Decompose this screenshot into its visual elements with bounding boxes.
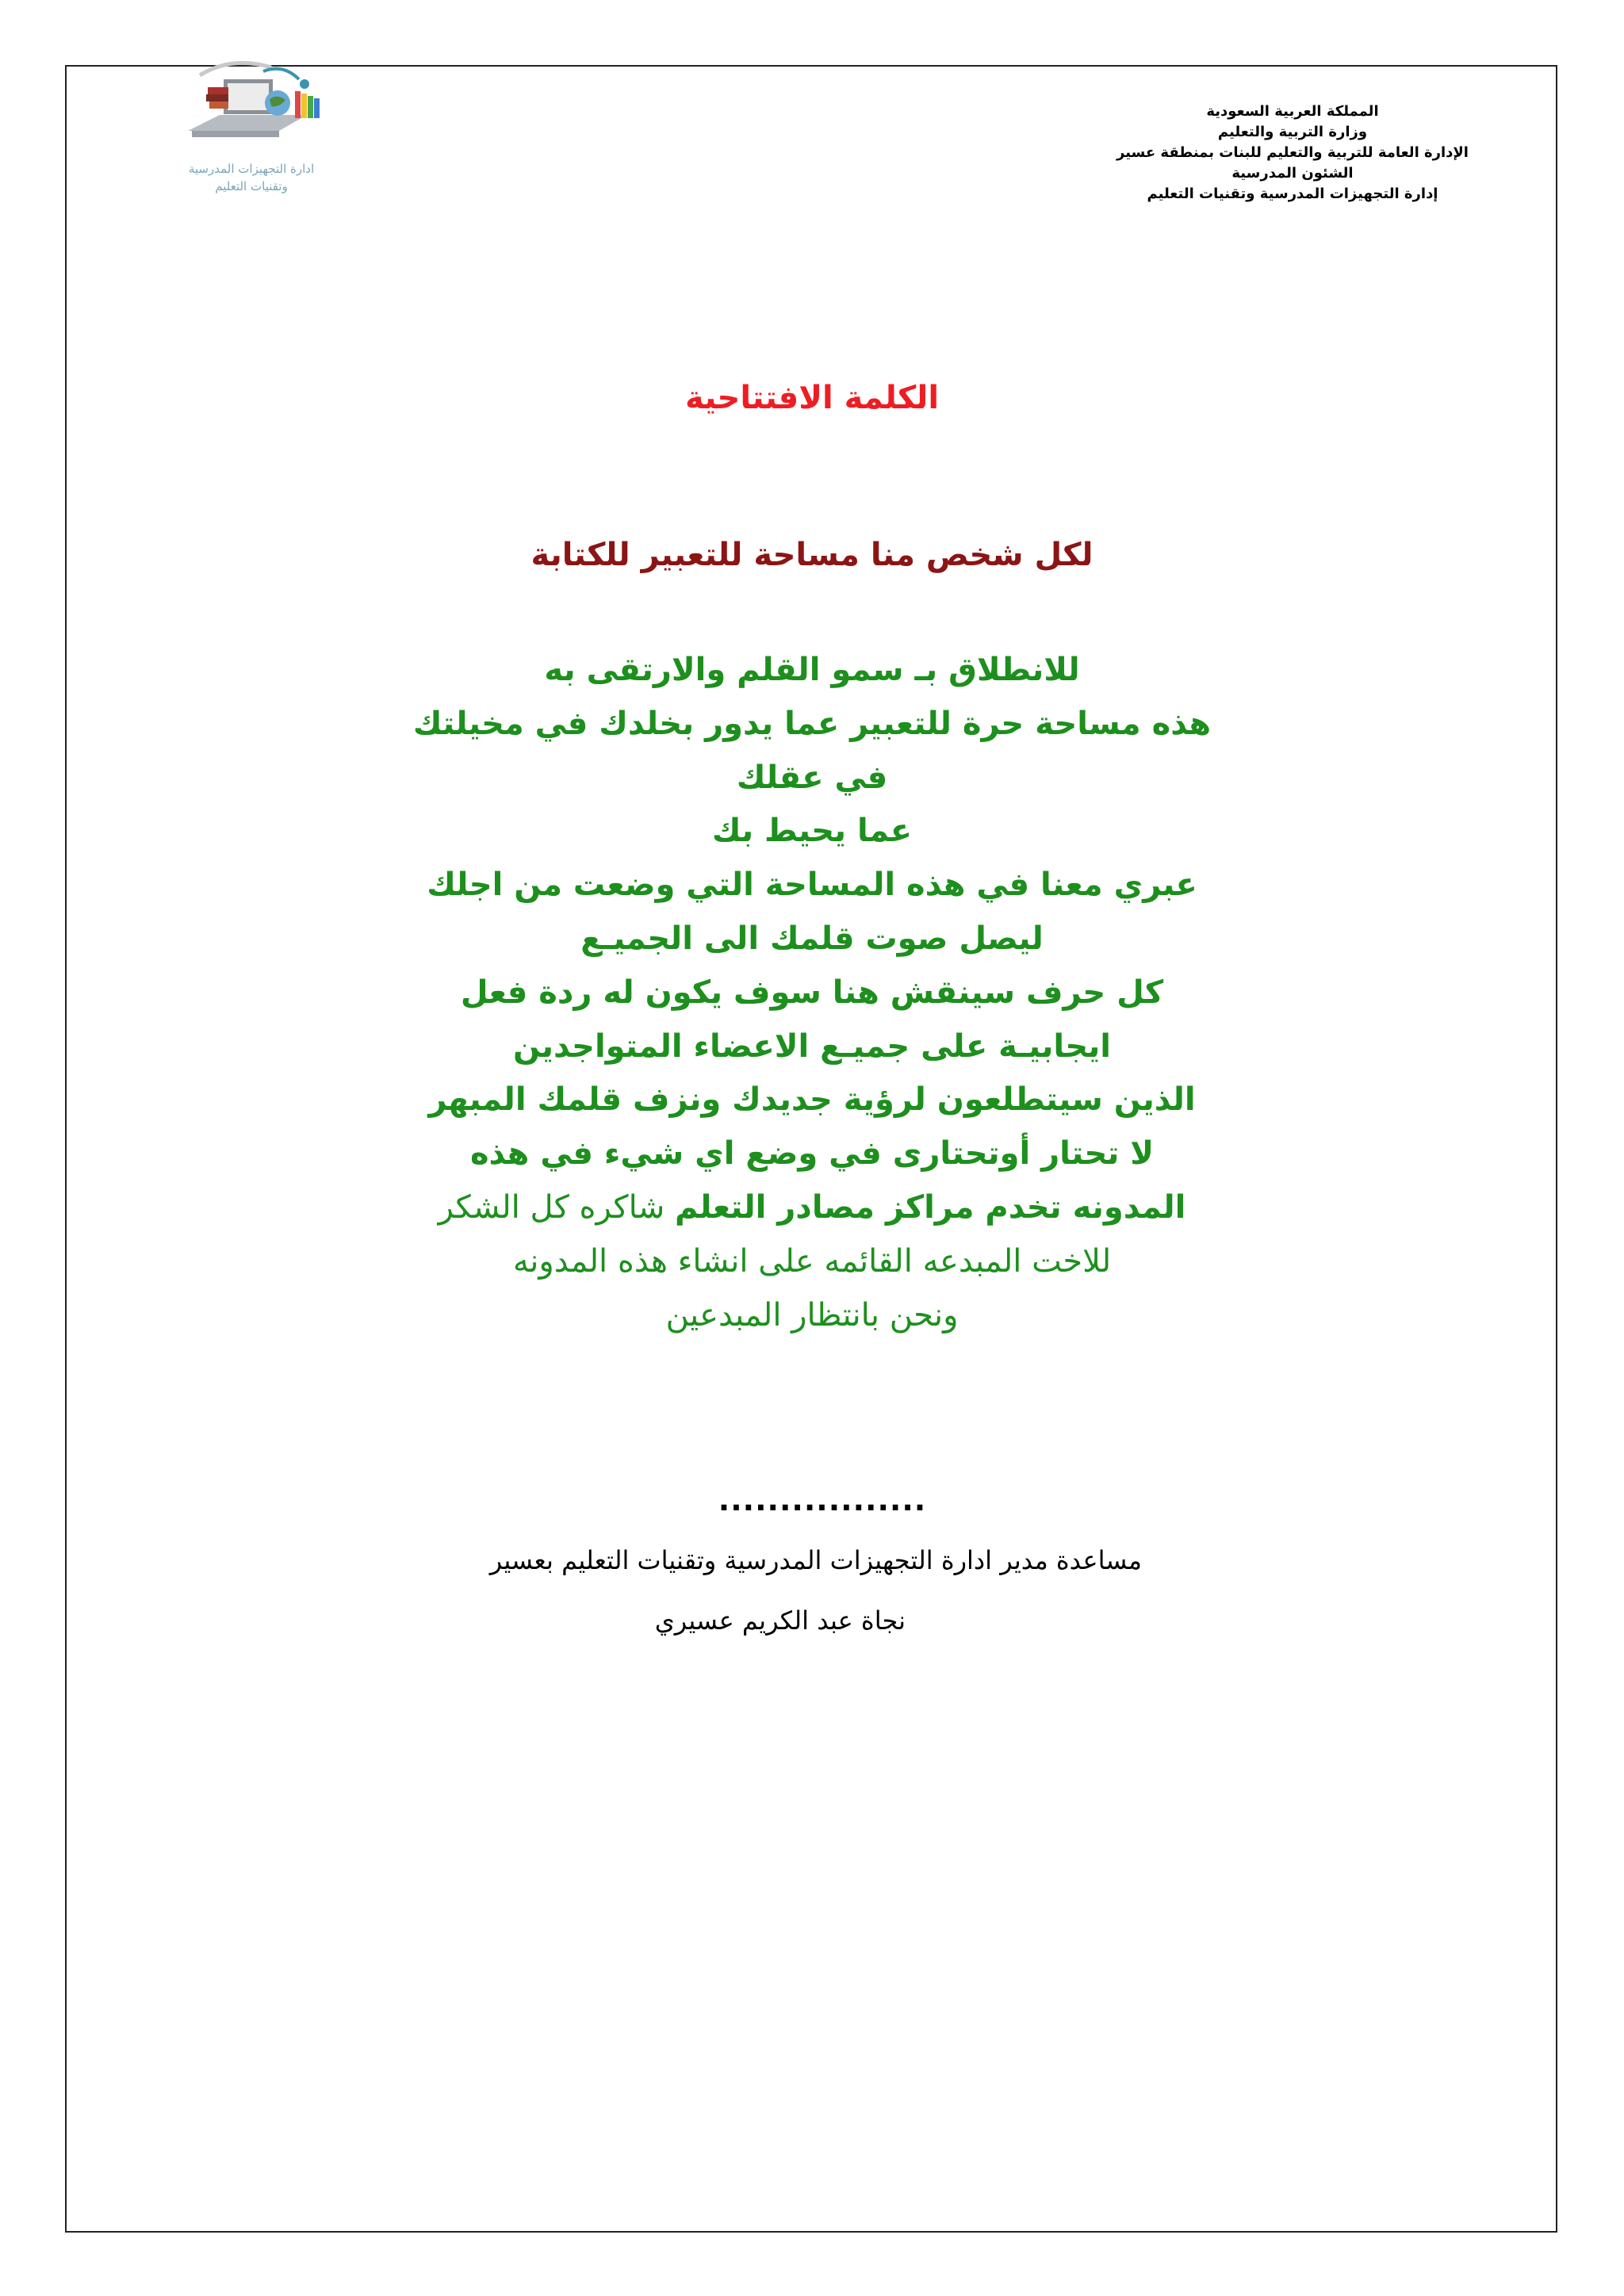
message-line: للاخت المبدعه القائمه على انشاء هذه المدونه (512, 1242, 1112, 1280)
message-line: عما يحيط بك (711, 813, 913, 850)
message-line-bold-part: المدونه تخدم مراكز مصادر التعلم (675, 1188, 1186, 1226)
message-line: لا تحتار أوتحتارى في وضع اي شيء في هذه (469, 1135, 1155, 1173)
message-line: عبري معنا في هذه المساحة التي وضعت من اجلك (427, 867, 1197, 904)
message-line: ليصل صوت قلمك الى الجميـع (580, 920, 1044, 957)
message-line: ايجابيـة على جميـع الاعضاء المتواجدين (513, 1027, 1111, 1065)
signature-name: نجاة عبد الكريم عسيري (654, 1605, 906, 1636)
letterhead (1094, 101, 1491, 205)
letterhead-general-directorate: الإدارة العامة للتربية والتعليم للبنات بمنطقة عسير (1116, 144, 1469, 161)
message-line: هذه مساحة حرة للتعبير عما يدور بخلدك في مخيلتك (412, 705, 1212, 742)
logo-graphic-icon (176, 55, 327, 159)
message-line: الذين سيتطلعون لرؤية جديدك ونزف قلمك المبهر (428, 1081, 1196, 1119)
opening-message (336, 644, 1288, 1342)
message-line: ونحن بانتظار المبدعين (665, 1296, 959, 1334)
page-title: الكلمة الافتتاحية (684, 380, 940, 416)
message-line: في عقلك (736, 759, 888, 796)
message-line (336, 1181, 1288, 1235)
message-line-thanks-part: شاكره كل الشكر (438, 1188, 665, 1226)
message-line: كل حرف سينقش هنا سوف يكون له ردة فعل (460, 974, 1164, 1011)
logo-caption (176, 160, 327, 195)
letterhead-school-affairs: الشئون المدرسية (1231, 165, 1354, 182)
message-line: للانطلاق بـ سمو القلم والارتقى به (544, 652, 1080, 688)
letterhead-ministry: وزارة التربية والتعليم (1217, 124, 1368, 140)
logo-caption-line2: وتقنيات التعليم (215, 179, 288, 193)
department-logo (176, 55, 327, 214)
signature-dots: ................. (718, 1483, 927, 1517)
letterhead-department: إدارة التجهيزات المدرسية وتقنيات التعليم (1147, 186, 1438, 202)
signature-role: مساعدة مدير ادارة التجهيزات المدرسية وتقنيات التعليم بعسير (489, 1545, 1142, 1575)
logo-caption-line1: ادارة التجهيزات المدرسية (188, 162, 315, 176)
page-subtitle: لكل شخص منا مساحة للتعبير للكتابة (530, 537, 1094, 573)
letterhead-country: المملكة العربية السعودية (1206, 103, 1379, 120)
